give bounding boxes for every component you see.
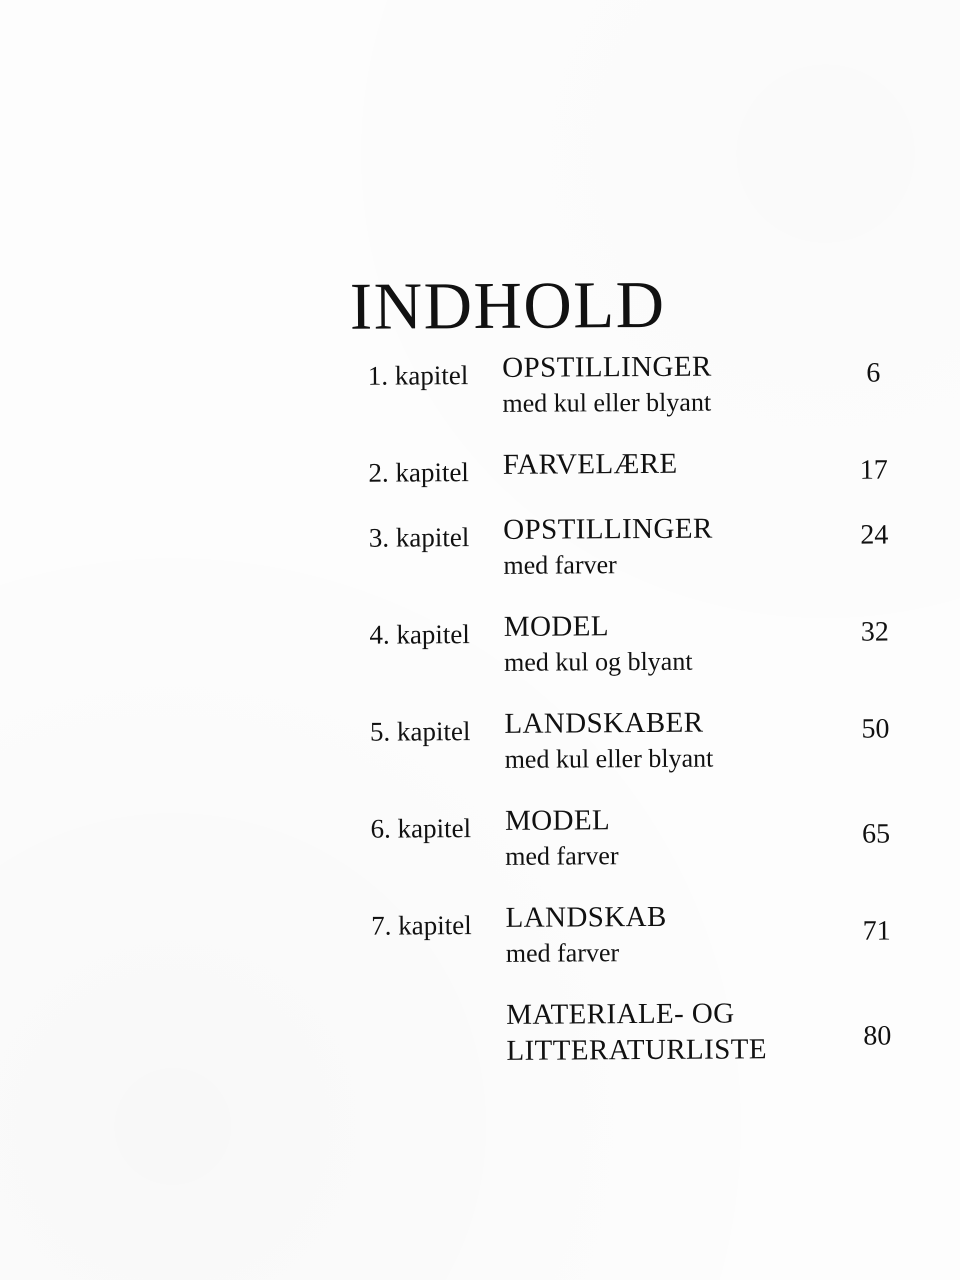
page-number: 71 [862,915,891,947]
entry-text [506,900,836,969]
chapter-label: 5. kapitel [369,716,471,747]
entry-text [505,803,835,872]
page-number: 50 [861,713,890,745]
entry-text [506,997,836,1068]
chapter-label: 4. kapitel [369,619,470,650]
page-number: 80 [863,1020,892,1052]
chapter-label: 3. kapitel [368,522,470,553]
entry-title: OPSTILLINGER [502,350,712,384]
page-number: 32 [860,616,889,648]
chapter-label: 2. kapitel [368,457,469,488]
chapter-label: 7. kapitel [371,910,472,941]
page-number: 6 [866,357,881,389]
page-title: INDHOLD [349,267,666,344]
entry-text [503,447,833,482]
entry-text [502,350,832,419]
entry-subtitle: med kul eller blyant [502,387,712,418]
entry-subtitle: med farver [505,938,620,968]
toc-entry[interactable] [6,899,960,967]
entry-title: MODEL [503,610,610,643]
toc-entry[interactable] [3,446,960,488]
entry-title: LANDSKABER [504,706,704,740]
page-number: 24 [860,519,889,551]
entry-title: FARVELÆRE [502,447,678,481]
chapter-label: 1. kapitel [367,360,469,391]
entry-title: MODEL [504,804,611,837]
entry-subtitle: med kul og blyant [503,646,693,677]
page-number: 17 [859,454,888,486]
entry-title: OPSTILLINGER [503,512,713,546]
entry-subtitle: med farver [503,550,617,580]
entry-text [504,706,834,775]
toc-entry[interactable] [3,511,960,579]
toc-entry[interactable] [6,996,960,1067]
entry-subtitle: med kul eller blyant [504,743,714,774]
entry-subtitle: med farver [505,841,619,871]
entry-title-line-2: LITTERATURLISTE [506,1033,768,1067]
toc-entry[interactable] [4,608,960,676]
entry-title: LANDSKAB [505,900,667,934]
table-of-contents [2,349,960,1067]
toc-entry[interactable] [4,705,960,773]
chapter-label [306,1007,472,1008]
chapter-label: 6. kapitel [370,813,472,844]
entry-text [504,609,834,678]
toc-entry[interactable] [2,349,960,417]
page-number: 65 [862,818,891,850]
entry-text [503,512,833,581]
toc-entry[interactable] [5,802,960,870]
entry-title: MATERIALE- OG [506,997,735,1031]
